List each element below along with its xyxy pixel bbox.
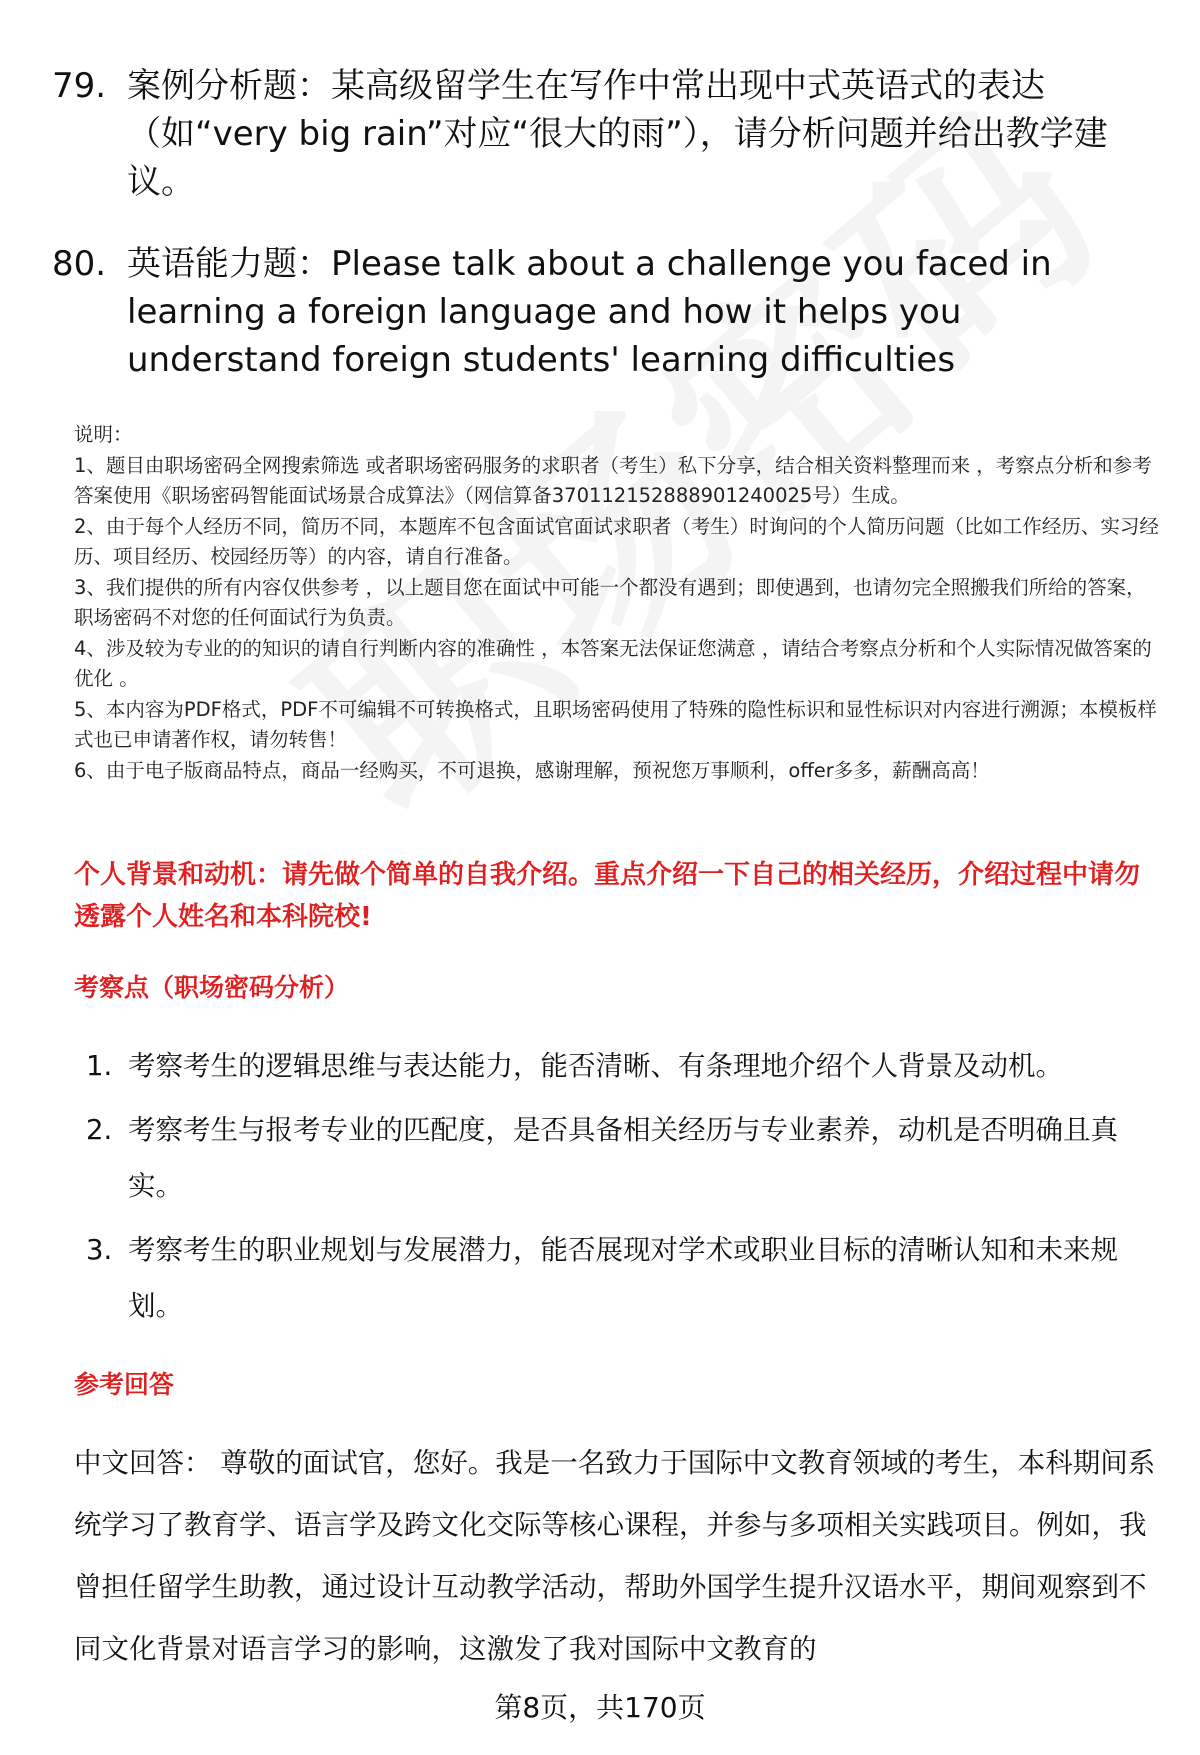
point-number: 3. (86, 1234, 113, 1266)
reference-heading: 参考回答 (74, 1370, 175, 1399)
point-text: 考察考生的逻辑思维与表达能力，能否清晰、有条理地介绍个人背景及动机。 (128, 1050, 1063, 1082)
question-79 (52, 62, 1152, 206)
note-item: 3、我们提供的所有内容仅供参考 ，以上题目您在面试中可能一个都没有遇到；即使遇到，也请勿完全照搬我们所给的答案，职场密码不对您的任何面试行为负责。 (74, 575, 1146, 629)
reference-answer: 中文回答： 尊敬的面试官，您好。我是一名致力于国际中文教育领域的考生，本科期间系统学习了教育学、语言学及跨文化交际等核心课程，并参与多项相关实践项目。例如，我曾担任留学生助教，通过设计互动教学活动，帮助外国学生提升汉语水平，期间观察到不同文化背景对语言学习的影响，这激发了我对国际中文教育的 (74, 1447, 1156, 1665)
question-text: 英语能力题：Please talk about a challenge you faced in learning a foreign language and how it helps you understand foreign students' learning difficulties (127, 244, 1052, 380)
note-item: 4、涉及较为专业的的知识的请自行判断内容的准确性 ，本答案无法保证您满意 ，请结合考察点分析和个人实际情况做答案的优化 。 (74, 636, 1152, 690)
note-item: 2、由于每个人经历不同，简历不同，本题库不包含面试官面试求职者（考生）时询问的个人简历问题（比如工作经历、实习经历、项目经历、校园经历等）的内容，请自行准备。 (74, 514, 1159, 568)
question-number: 79. (52, 66, 107, 106)
analysis-points (74, 1038, 1164, 1342)
background-question-heading: 个人背景和动机：请先做个简单的自我介绍。重点介绍一下自己的相关经历，介绍过程中请勿透露个人姓名和本科院校! (74, 860, 1141, 932)
question-text: 案例分析题：某高级留学生在写作中常出现中式英语式的表达（如“very big rain”对应“很大的雨”），请分析问题并给出教学建议。 (127, 66, 1108, 202)
analysis-point (74, 1038, 1164, 1094)
analysis-point (74, 1222, 1164, 1334)
point-number: 2. (86, 1114, 113, 1146)
page-footer: 第8页，共170页 (494, 1691, 706, 1724)
note-item: 5、本内容为PDF格式，PDF不可编辑不可转换格式，且职场密码使用了特殊的隐性标识和显性标识对内容进行溯源；本模板样式也已申请著作权，请勿转售！ (74, 697, 1157, 751)
point-text: 考察考生的职业规划与发展潜力，能否展现对学术或职业目标的清晰认知和未来规划。 (128, 1234, 1118, 1322)
notes-section (74, 420, 1164, 786)
analysis-heading: 考察点（职场密码分析） (74, 973, 350, 1002)
question-number: 80. (52, 244, 107, 284)
note-item: 1、题目由职场密码全网搜索筛选 或者职场密码服务的求职者（考生）私下分享，结合相关资料整理而来 ，考察点分析和参考答案使用《职场密码智能面试场景合成算法》（网信算备370112152888901240025号）生成。 (74, 453, 1152, 507)
analysis-point (74, 1102, 1164, 1214)
point-text: 考察考生与报考专业的匹配度，是否具备相关经历与专业素养，动机是否明确且真实。 (128, 1114, 1118, 1202)
question-80 (52, 240, 1152, 384)
note-item: 6、由于电子版商品特点，商品一经购买，不可退换，感谢理解，预祝您万事顺利，offer多多，薪酬高高！ (74, 758, 990, 782)
point-number: 1. (86, 1050, 113, 1082)
notes-title: 说明： (74, 423, 133, 446)
